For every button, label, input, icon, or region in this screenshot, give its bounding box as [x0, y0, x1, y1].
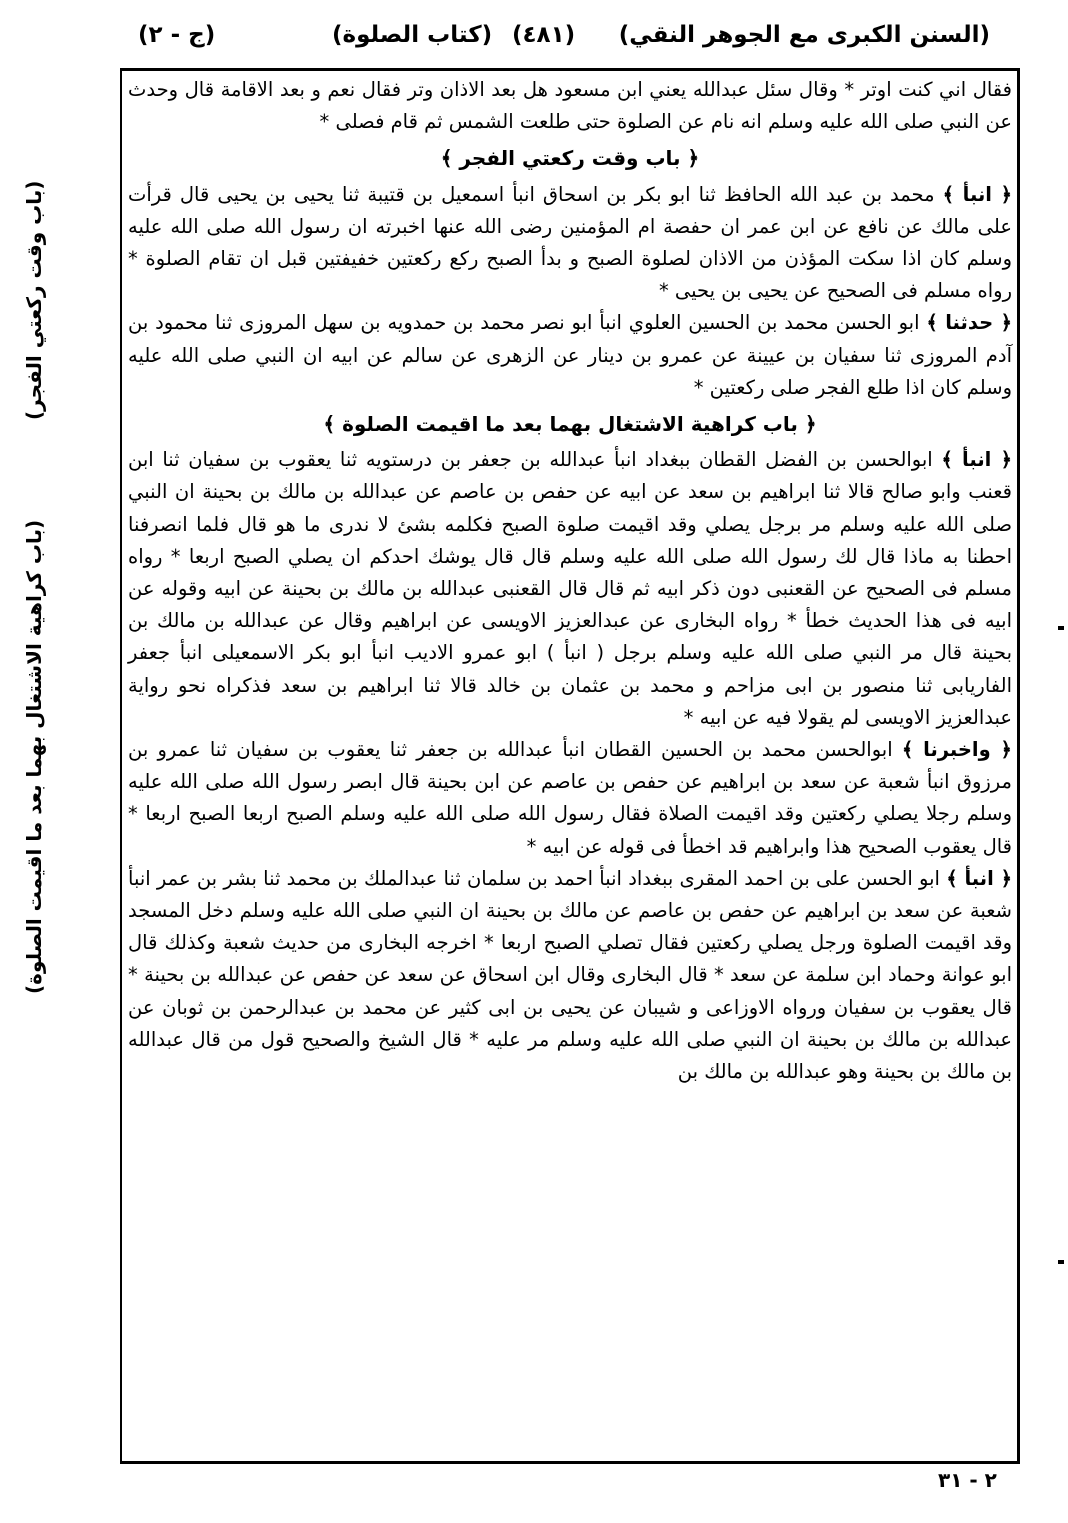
paragraph	[128, 307, 1012, 404]
chapter-heading: ﴿ باب وقت ركعتي الفجر ﴾	[440, 146, 700, 171]
narration-lead: ﴿ انبأ ﴾	[942, 182, 1013, 206]
paragraph	[128, 734, 1012, 863]
paragraph-text: ابوالحسن محمد بن الحسين القطان انبأ عبدالله بن جعفر ثنا يعقوب بن سفيان ثنا عمرو بن مرزوق انبأ شعبة عن سعد بن ابراهيم عن حفص بن عاصم عن ابن بحينة قال ابصر رسول الله صلى الله عليه وسلم رجلا يصلي ركعتين وقد اقيمت الصلاة فقال رسول الله صلى الله عليه وسلم الصبح اربعا الصبح اربعا * قال يعقوب الصحيح هذا وابراهيم قد اخطأ فى قوله عن ابيه *	[128, 738, 1012, 858]
footer-code: ٢ - ٣١	[938, 1468, 997, 1492]
book-title: (السنن الكبرى مع الجوهر النقي)	[618, 22, 990, 48]
paragraph-text: ابوالحسن بن الفضل القطان ببغداد انبأ عبدالله بن جعفر بن درستويه ثنا يعقوب بن سفيان ثنا ابن قعنب وابو صالح قالا ثنا ابراهيم بن سعد عن ابيه عن حفص بن عاصم عن عبدالله بن مالك بن بحينة ان النبي صلى الله عليه وسلم مر برجل يصلي وقد اقيمت صلوة الصبح فكلمه بشئ لا ندرى ما هو قال فلما انصرفنا احطنا به ماذا قال لك رسول الله صلى الله عليه وسلم قال قال يوشك احدكم ان يصلي الصبح اربعا * رواه مسلم فى الصحيح عن القعنبى دون ذكر ابيه ثم قال قال القعنبى عبدالله بن مالك بن بحينة عن ابيه وقوله عن ابيه فى هذا الحديث خطأ * رواه البخارى عن عبدالعزيز الاويسى عن ابراهيم وقال عن عبدالله بن مالك بن بحينة قال مر النبي صلى الله عليه وسلم برجل ( انبأ ) ابو عمرو الاديب انبأ ابو بكر الاسمعيلى انبأ جعفر الفاريابى ثنا منصور بن ابى مزاحم و محمد بن عثمان بن خالد قالا ثنا ابراهيم بن سعد فذكراه نحو رواية عبدالعزيز الاويسى لم يقولا فيه عن ابيه *	[128, 448, 1012, 729]
margin-note-fajr-time: (باب وقت ركعتي الفجر)	[22, 180, 46, 420]
paragraph-text: ابو الحسن محمد بن الحسين العلوي انبأ ابو نصر محمد بن حمدويه بن سهل المروزى ثنا محمود بن آدم المروزى ثنا سفيان بن عيينة عن عمرو بن دينار عن الزهرى عن سالم عن ابيه ان النبي صلى الله عليه وسلم كان اذا طلع الفجر صلى ركعتين *	[128, 311, 1012, 399]
narration-lead: ﴿ واخبرنا ﴾	[901, 738, 1012, 762]
margin-note-prayer-established: (باب كراهية الاشتغال بهما بعد ما اقيمت الصلوة)	[22, 520, 46, 995]
paragraph: فقال اني كنت اوتر * وقال سئل عبدالله يعني ابن مسعود هل بعد الاذان وتر فقال نعم و بعد الاقامة قال وحدث عن النبي صلى الله عليه وسلم انه نام عن الصلوة حتى طلعت الشمس ثم قام فصلى *	[128, 78, 1012, 134]
narration-lead: ﴿ انبأ ﴾	[946, 866, 1013, 890]
section-title: (كتاب الصلوة)	[332, 22, 493, 48]
volume-label: (ج - ٢)	[138, 22, 216, 48]
narration-lead: ﴿ انبأ ﴾	[941, 448, 1013, 472]
edge-mark	[1058, 1260, 1064, 1264]
paragraph-text: ابو الحسن على بن احمد المقرى ببغداد انبأ احمد بن سلمان ثنا عبدالملك بن محمد ثنا بشر بن عمر انبأ شعبة عن سعد بن ابراهيم عن حفص بن عاصم عن مالك بن بحينة ان النبي صلى الله عليه وسلم دخل المسجد وقد اقيمت الصلوة ورجل يصلي ركعتين فقال تصلي الصبح اربعا * اخرجه البخارى من حديث شعبة وكذلك قال ابو عوانة وحماد ابن سلمة عن سعد * قال البخارى وقال ابن اسحاق عن سعد عن حفص عن عبدالله بن بحينة * قال يعقوب بن سفيان ورواه الاوزاعى و شيبان عن يحيى بن ابى كثير عن محمد بن عبدالرحمن بن ثوبان عن عبدالله بن مالك بن بحينة ان النبي صلى الله عليه وسلم مر عليه * قال الشيخ والصحيح قول من قال عبدالله بن مالك بن بحينة وهو عبدالله بن مالك بن	[128, 866, 1012, 1084]
chapter-heading: ﴿ باب كراهية الاشتغال بهما بعد ما اقيمت الصلوة ﴾	[323, 412, 817, 437]
page-number: (٤٨١)	[512, 22, 576, 48]
body-text	[128, 74, 1012, 1088]
paragraph-text: محمد بن عبد الله الحافظ ثنا ابو بكر بن اسحاق انبأ اسمعيل بن قتيبة ثنا يحيى بن يحيى قال قرأت على مالك عن نافع عن ابن عمر ان حفصة ام المؤمنين رضى الله عنها اخبرته ان رسول الله صلى الله عليه وسلم كان اذا سكت المؤذن من الاذان لصلوة الصبح و بدأ الصبح ركع ركعتين خفيفتين قبل ان تقام الصلوة * رواه مسلم فى الصحيح عن يحيى بن يحيى *	[128, 182, 1012, 303]
paragraph	[128, 444, 1012, 734]
narration-lead: ﴿ حدثنا ﴾	[926, 311, 1012, 335]
edge-mark	[1058, 626, 1064, 630]
page-header	[120, 22, 990, 72]
paragraph	[128, 179, 1012, 308]
paragraph	[128, 863, 1012, 1088]
